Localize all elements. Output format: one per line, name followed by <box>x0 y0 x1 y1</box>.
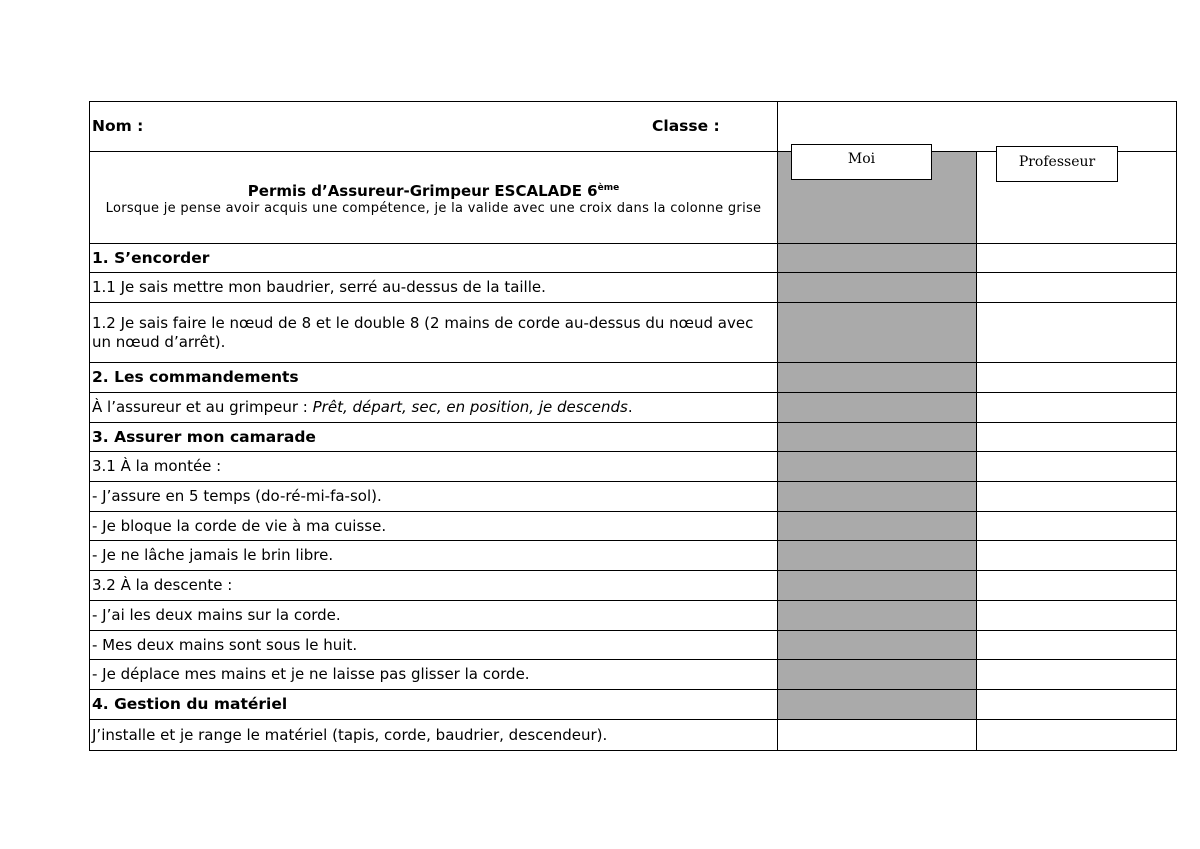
competence-rows <box>90 244 1177 751</box>
professeur-checkbox-cell[interactable] <box>977 482 1177 512</box>
professeur-checkbox-cell[interactable] <box>977 303 1177 363</box>
section-heading: 3. Assurer mon camarade <box>90 423 778 452</box>
moi-checkbox-cell[interactable] <box>778 571 977 601</box>
professeur-checkbox-cell[interactable] <box>977 273 1177 303</box>
classe-label: Classe : <box>652 117 720 135</box>
moi-checkbox-cell[interactable] <box>778 393 977 423</box>
professeur-checkbox-cell[interactable] <box>977 393 1177 423</box>
professeur-checkbox-cell[interactable] <box>977 690 1177 720</box>
competence-text: - Je bloque la corde de vie à ma cuisse. <box>90 512 778 541</box>
section-row <box>90 244 1177 273</box>
moi-checkbox-cell[interactable] <box>778 482 977 512</box>
table-row <box>90 571 1177 601</box>
professeur-checkbox-cell[interactable] <box>977 720 1177 751</box>
competence-text: - Je déplace mes mains et je ne laisse pas glisser la corde. <box>90 660 778 690</box>
table-row <box>90 601 1177 631</box>
competence-text: 3.1 À la montée : <box>90 452 778 482</box>
competence-text-suffix: . <box>627 398 633 416</box>
table-row <box>90 303 1177 363</box>
competence-text: - J’ai les deux mains sur la corde. <box>90 601 778 631</box>
moi-checkbox-cell[interactable] <box>778 452 977 482</box>
table-row <box>90 631 1177 660</box>
moi-checkbox-cell[interactable] <box>778 303 977 363</box>
professeur-checkbox-cell[interactable] <box>977 452 1177 482</box>
section-row <box>90 690 1177 720</box>
professeur-column-label: Professeur <box>996 146 1118 182</box>
professeur-checkbox-cell[interactable] <box>977 571 1177 601</box>
name-cell[interactable] <box>90 102 778 152</box>
professeur-checkbox-cell[interactable] <box>977 423 1177 452</box>
section-row <box>90 363 1177 393</box>
table-row <box>90 273 1177 303</box>
section-heading: 1. S’encorder <box>90 244 778 273</box>
competence-text: 1.2 Je sais faire le nœud de 8 et le double 8 (2 mains de corde au-dessus du nœud avec un nœud d’arrêt). <box>90 303 778 363</box>
competence-text <box>90 393 778 423</box>
nom-label: Nom : <box>92 117 144 135</box>
moi-checkbox-cell[interactable] <box>778 690 977 720</box>
page-title: Permis d’Assureur-Grimpeur ESCALADE 6ème <box>247 181 620 200</box>
competence-text: - Je ne lâche jamais le brin libre. <box>90 541 778 571</box>
section-heading: 2. Les commandements <box>90 363 778 393</box>
moi-checkbox-cell[interactable] <box>778 512 977 541</box>
professeur-checkbox-cell[interactable] <box>977 660 1177 690</box>
table-row <box>90 720 1177 751</box>
moi-checkbox-cell[interactable] <box>778 541 977 571</box>
name-row <box>90 102 1177 152</box>
professeur-checkbox-cell[interactable] <box>977 512 1177 541</box>
professeur-checkbox-cell[interactable] <box>977 631 1177 660</box>
professeur-checkbox-cell[interactable] <box>977 244 1177 273</box>
table-row <box>90 660 1177 690</box>
moi-checkbox-cell[interactable] <box>778 660 977 690</box>
section-row <box>90 423 1177 452</box>
professeur-checkbox-cell[interactable] <box>977 601 1177 631</box>
moi-checkbox-cell[interactable] <box>778 631 977 660</box>
title-cell <box>90 152 778 244</box>
instructions-text: Lorsque je pense avoir acquis une compétence, je la valide avec une croix dans la colonne grise <box>105 200 762 216</box>
competence-text: 3.2 À la descente : <box>90 571 778 601</box>
table-row <box>90 482 1177 512</box>
competence-text: - Mes deux mains sont sous le huit. <box>90 631 778 660</box>
competence-table <box>89 101 1177 751</box>
section-heading: 4. Gestion du matériel <box>90 690 778 720</box>
table-row <box>90 512 1177 541</box>
competence-text: 1.1 Je sais mettre mon baudrier, serré au-dessus de la taille. <box>90 273 778 303</box>
moi-checkbox-cell[interactable] <box>778 423 977 452</box>
moi-checkbox-cell[interactable] <box>778 273 977 303</box>
competence-text-prefix: À l’assureur et au grimpeur : <box>92 398 313 416</box>
professeur-checkbox-cell[interactable] <box>977 363 1177 393</box>
moi-checkbox-cell[interactable] <box>778 720 977 751</box>
moi-column-label: Moi <box>791 144 932 180</box>
competence-text: - J’assure en 5 temps (do-ré-mi-fa-sol). <box>90 482 778 512</box>
table-row <box>90 541 1177 571</box>
table-row <box>90 393 1177 423</box>
competence-text: J’installe et je range le matériel (tapis, corde, baudrier, descendeur). <box>90 720 778 751</box>
moi-checkbox-cell[interactable] <box>778 244 977 273</box>
moi-checkbox-cell[interactable] <box>778 363 977 393</box>
table-row <box>90 452 1177 482</box>
professeur-checkbox-cell[interactable] <box>977 541 1177 571</box>
competence-text-italic: Prêt, départ, sec, en position, je descends <box>312 398 628 416</box>
moi-checkbox-cell[interactable] <box>778 601 977 631</box>
